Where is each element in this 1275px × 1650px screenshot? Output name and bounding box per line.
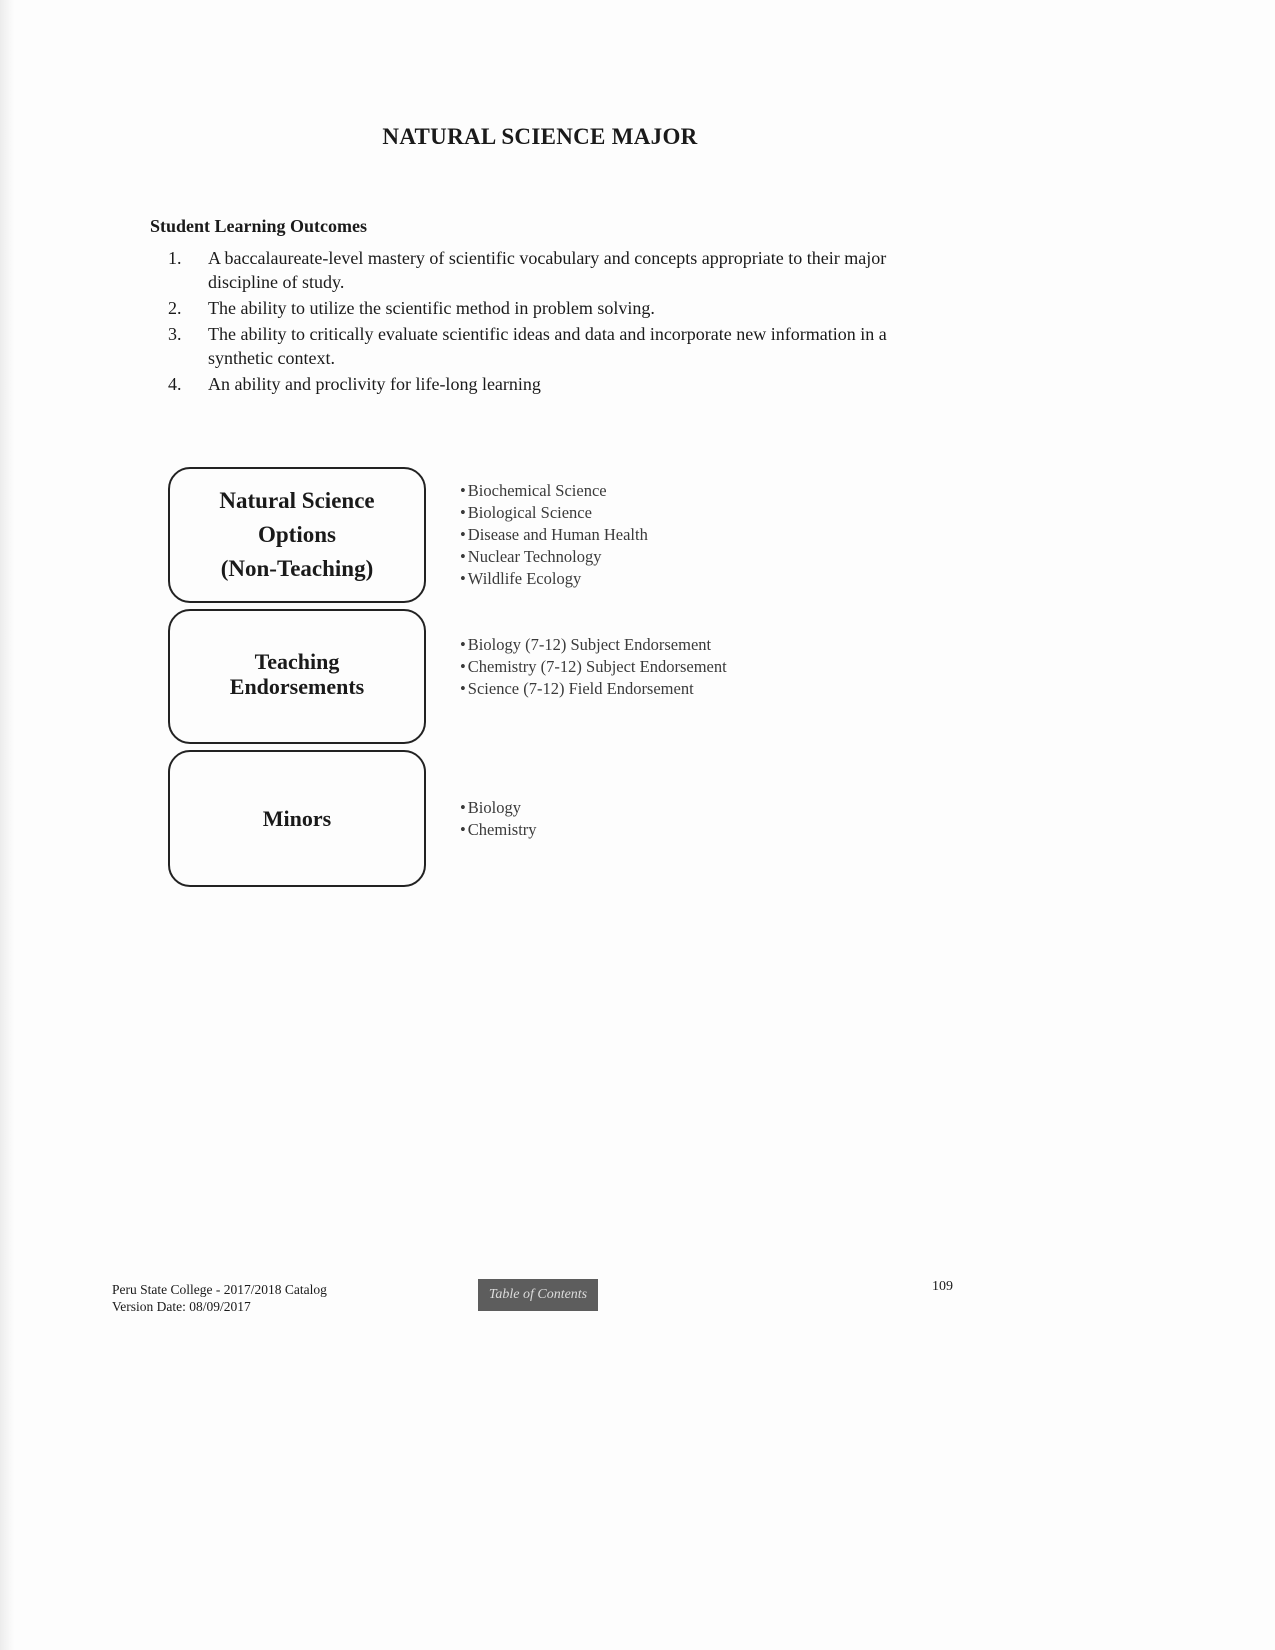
list-item: • Nuclear Technology	[460, 546, 648, 568]
teaching-endorsements-list	[460, 634, 727, 700]
outcome-number: 1.	[168, 248, 182, 268]
outcomes-list	[168, 246, 948, 398]
page-title: NATURAL SCIENCE MAJOR	[382, 124, 698, 149]
natural-science-options-list	[460, 480, 648, 590]
group-label: Minors	[262, 805, 332, 831]
footer-info	[112, 1281, 327, 1315]
version-date: Version Date: 08/09/2017	[112, 1299, 251, 1314]
list-item: • Disease and Human Health	[460, 524, 648, 546]
outcome-text: The ability to utilize the scientific method in problem solving.	[208, 298, 655, 318]
list-item: • Biology	[460, 797, 537, 819]
page-number: 109	[932, 1279, 953, 1294]
table-of-contents-button[interactable]: Table of Contents	[478, 1279, 598, 1311]
list-item: • Chemistry (7-12) Subject Endorsement	[460, 656, 727, 678]
minors-list	[460, 797, 537, 841]
outcome-text: A baccalaureate-level mastery of scientific vocabulary and concepts appropriate to their major discipline of study.	[208, 248, 887, 292]
outcome-item	[168, 372, 948, 396]
outcome-text: An ability and proclivity for life-long learning	[208, 374, 541, 394]
group-label: Natural Science Options (Non-Teaching)	[219, 488, 375, 581]
group-label: Teaching Endorsements	[229, 648, 365, 699]
list-item: • Science (7-12) Field Endorsement	[460, 678, 727, 700]
outcome-text: The ability to critically evaluate scientific ideas and data and incorporate new information in a synthetic context.	[208, 324, 887, 368]
catalog-name: Peru State College - 2017/2018 Catalog	[112, 1282, 327, 1297]
scan-edge-shadow	[0, 0, 14, 1650]
outcome-item	[168, 322, 948, 370]
outcome-number: 3.	[168, 324, 182, 344]
list-item: • Chemistry	[460, 819, 537, 841]
list-item: • Biochemical Science	[460, 480, 648, 502]
minors-box	[168, 750, 426, 887]
outcome-number: 2.	[168, 298, 182, 318]
outcome-item	[168, 296, 948, 320]
list-item: • Biological Science	[460, 502, 648, 524]
outcome-item	[168, 246, 948, 294]
list-item: • Biology (7-12) Subject Endorsement	[460, 634, 727, 656]
list-item: • Wildlife Ecology	[460, 568, 648, 590]
outcome-number: 4.	[168, 374, 182, 394]
teaching-endorsements-box	[168, 609, 426, 744]
natural-science-options-box	[168, 467, 426, 603]
outcomes-heading: Student Learning Outcomes	[150, 216, 368, 236]
